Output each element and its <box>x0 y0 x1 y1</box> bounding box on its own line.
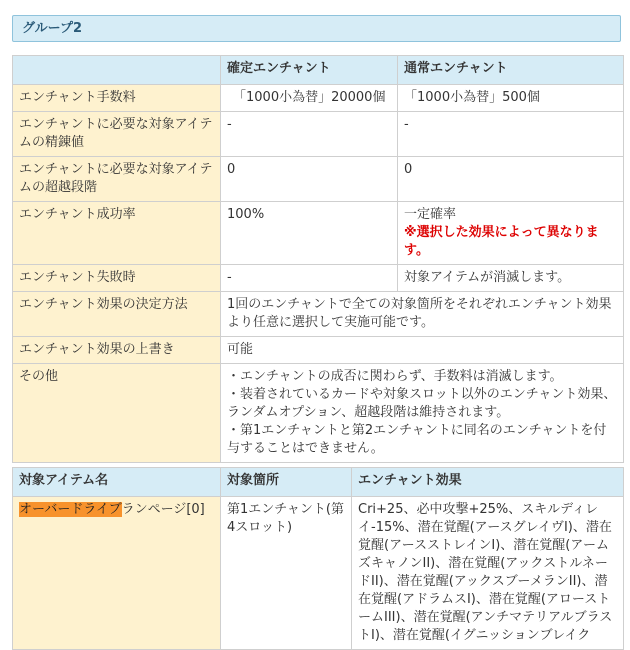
item-name-cell <box>13 497 221 650</box>
success-rate-confirmed: 100% <box>221 202 398 265</box>
slot-cell: 第1エンチャント(第4スロット) <box>221 497 352 650</box>
refine-confirmed: - <box>221 112 398 157</box>
enchant-target-table <box>12 467 624 650</box>
other-note: ・第1エンチャントと第2エンチャントに同名のエンチャントを付与することはできません。 <box>227 423 607 456</box>
table-row <box>13 85 624 112</box>
item-name-highlight: オーバードライブ <box>19 502 122 517</box>
header-effect: エンチャント効果 <box>352 468 624 497</box>
enchant-conditions-table <box>12 55 624 463</box>
table-row <box>13 364 624 463</box>
header-slot: 対象箇所 <box>221 468 352 497</box>
table-row <box>13 292 624 337</box>
table-row <box>13 112 624 157</box>
refine-normal: - <box>398 112 624 157</box>
other-note: ・エンチャントの成否に関わらず、手数料は消滅します。 <box>227 369 563 384</box>
row-label-fee: エンチャント手数料 <box>13 85 221 112</box>
header-normal-enchant: 通常エンチャント <box>398 56 624 85</box>
success-rate-normal-cell <box>398 202 624 265</box>
table-row <box>13 202 624 265</box>
table-row <box>13 265 624 292</box>
table-row <box>13 157 624 202</box>
row-label-decision-method: エンチャント効果の決定方法 <box>13 292 221 337</box>
row-label-transcend: エンチャントに必要な対象アイテムの超越段階 <box>13 157 221 202</box>
item-name-rest: ランページ[0] <box>121 502 205 517</box>
failure-normal: 対象アイテムが消滅します。 <box>398 265 624 292</box>
effects-cell: Cri+25、必中攻撃+25%、スキルディレイ-15%、潜在覚醒(アースグレイヴI)、潜在覚醒(アースストレインI)、潜在覚醒(アームズキャノンII)、潜在覚醒(アックストルネードII)、潜在覚醒(アックスブーメランII)、潜在覚醒(アドラムスI)、潜在覚醒(アローストームIII)、潜在覚醒(アンチマテリアルブラストI)、潜在覚醒(イグニッションブレイク <box>352 497 624 650</box>
transcend-normal: 0 <box>398 157 624 202</box>
header-confirmed-enchant: 確定エンチャント <box>221 56 398 85</box>
row-label-other: その他 <box>13 364 221 463</box>
decision-method-value: 1回のエンチャントで全ての対象箇所をそれぞれエンチャント効果より任意に選択して実施可能です。 <box>221 292 624 337</box>
fee-normal: 「1000小為替」500個 <box>398 85 624 112</box>
header-item-name: 対象アイテム名 <box>13 468 221 497</box>
overwrite-value: 可能 <box>221 337 624 364</box>
other-note: ・装着されているカードや対象スロット以外のエンチャント効果、ランダムオプション、超越段階は維持されます。 <box>227 387 617 420</box>
fee-confirmed: 「1000小為替」20000個 <box>221 85 398 112</box>
success-rate-normal: 一定確率 <box>404 207 457 222</box>
table-row <box>13 337 624 364</box>
transcend-confirmed: 0 <box>221 157 398 202</box>
table-header-row <box>13 468 624 497</box>
failure-confirmed: - <box>221 265 398 292</box>
group-title: グループ2 <box>12 15 621 42</box>
row-label-refine: エンチャントに必要な対象アイテムの精錬値 <box>13 112 221 157</box>
table-row <box>13 497 624 650</box>
row-label-overwrite: エンチャント効果の上書き <box>13 337 221 364</box>
header-empty <box>13 56 221 85</box>
success-rate-warning: ※選択した効果によって異なります。 <box>404 225 599 258</box>
other-notes-cell <box>221 364 624 463</box>
table-header-row <box>13 56 624 85</box>
row-label-failure: エンチャント失敗時 <box>13 265 221 292</box>
row-label-success-rate: エンチャント成功率 <box>13 202 221 265</box>
